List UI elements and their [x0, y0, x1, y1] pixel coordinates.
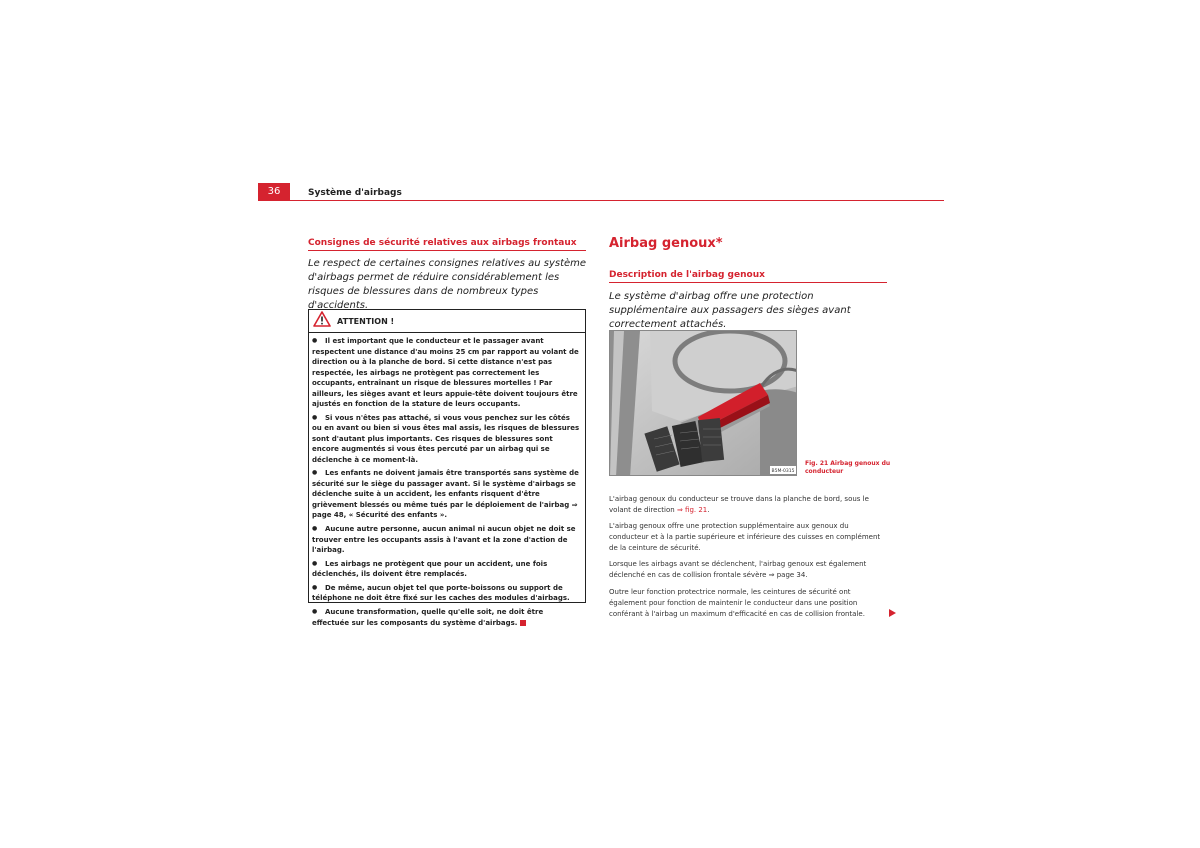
- paragraph-1: L'airbag genoux du conducteur se trouve dans la planche de bord, sous le volant de direction ⇒ fig. 21.: [609, 495, 869, 514]
- figure-caption: Fig. 21 Airbag genoux du conducteur: [805, 460, 891, 475]
- attention-item: ● Si vous n'êtes pas attaché, si vous vous penchez sur les côtés ou en avant ou bien si vous êtes mal assis, les risques de blessures sont d'autant plus importants. Ces risques de blessures sont encore augmentés si vous êtes percuté par un airbag qui se déclenche à ce moment-là.: [312, 413, 582, 466]
- end-of-section-mark: [520, 620, 526, 626]
- main-title: Airbag genoux*: [609, 236, 723, 251]
- lead-left: Le respect de certaines consignes relatives au système d'airbags permet de réduire considérablement les risques de blessures dans de nombreux types d'accidents.: [308, 258, 587, 311]
- running-title: Système d'airbags: [308, 188, 402, 198]
- paragraph-4: Outre leur fonction protectrice normale, les ceintures de sécurité ont également pour fonction de maintenir le conducteur dans une position conférant à l'airbag un maximum d'efficacité en cas de collision frontale.: [609, 588, 865, 618]
- warning-triangle-icon: [313, 311, 331, 331]
- arrow-right-icon[interactable]: [889, 609, 896, 617]
- attention-item: ● Les airbags ne protègent que pour un accident, une fois déclenchés, ils doivent être remplacés.: [312, 559, 582, 580]
- section-heading-right: Description de l'airbag genoux: [609, 270, 887, 283]
- figure-knee-airbag: [609, 330, 797, 476]
- header-rule: [258, 200, 944, 201]
- figure-code: B5M-0315: [771, 469, 795, 474]
- attention-item: ● Aucune autre personne, aucun animal ni aucun objet ne doit se trouver entre les occupants assis à l'avant et la zone d'action de l'airbag.: [312, 524, 582, 556]
- figure-link[interactable]: ⇒ fig. 21: [676, 506, 708, 514]
- section-heading-left: Consignes de sécurité relatives aux airbags frontaux: [308, 238, 586, 251]
- paragraph-2: L'airbag genoux offre une protection supplémentaire aux genoux du conducteur et à la partie supérieure et inférieure des cuisses en complément de la ceinture de sécurité.: [609, 522, 881, 552]
- lead-right: Le système d'airbag offre une protection supplémentaire aux passagers des sièges avant correctement attachés.: [609, 291, 851, 330]
- attention-title: ATTENTION !: [337, 316, 395, 326]
- paragraph-3: Lorsque les airbags avant se déclenchent, l'airbag genoux est également déclenché en cas de collision frontale sévère ⇒ page 34.: [609, 560, 867, 579]
- attention-box: [308, 309, 586, 627]
- attention-item: ● Il est important que le conducteur et le passager avant respectent une distance d'au moins 25 cm par rapport au volant de direction ou à la planche de bord. Si cette distance n'est pas respectée, les airbags ne protègent pas correctement les occupants, entraînant un risque de blessures mortelles ! Par ailleurs, les sièges avant et leurs appuie-tête doivent toujours être ajustés en fonction de la stature de leurs occupants.: [312, 336, 582, 410]
- page-number: 36: [258, 183, 290, 200]
- attention-item: ● Les enfants ne doivent jamais être transportés sans système de sécurité sur le siège du passager avant. Si le système d'airbags se déclenche suite à un accident, les enfants risquent d'être grièvement blessés ou même tués par le déploiement de l'airbag ⇒ page 48, « Sécurité des enfants ».: [312, 468, 582, 521]
- attention-item: ● De même, aucun objet tel que porte-boissons ou support de téléphone ne doit être fixé sur les caches des modules d'airbags.: [312, 583, 582, 604]
- knee-airbag-illustration: [610, 331, 797, 476]
- attention-header: [309, 310, 585, 333]
- attention-item: ● Aucune transformation, quelle qu'elle soit, ne doit être effectuée sur les composants du système d'airbags.: [312, 607, 582, 628]
- attention-list: [309, 333, 585, 628]
